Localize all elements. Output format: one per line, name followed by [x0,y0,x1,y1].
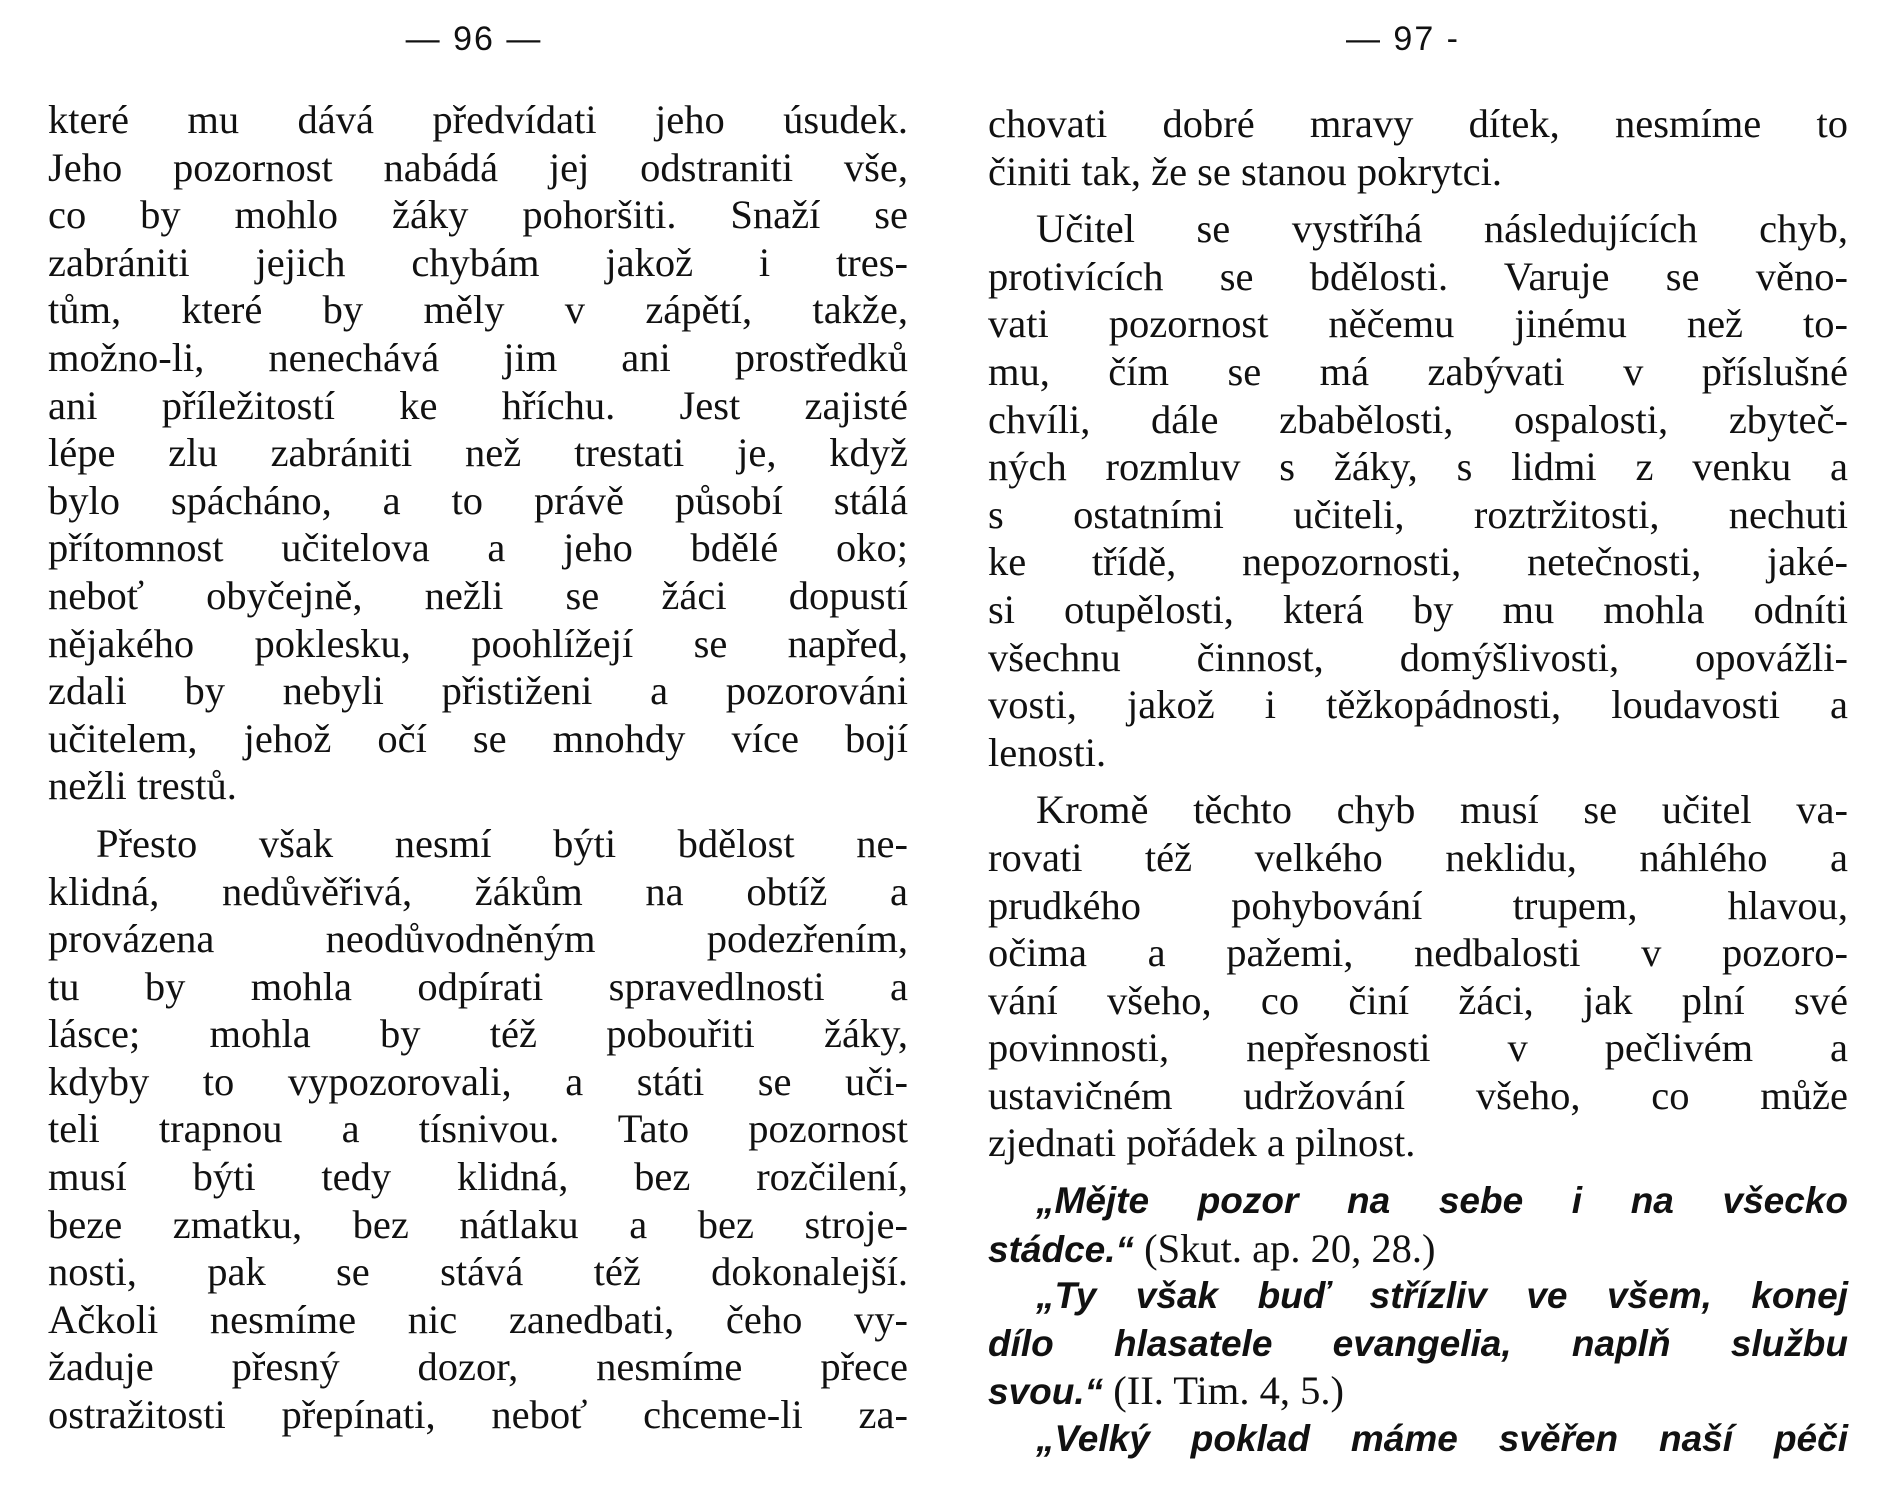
paragraph-gap [988,195,1848,205]
text-line: Jeho pozornost nabádá jej odstraniti vše, [48,144,908,190]
text-line: klidná, nedůvěřivá, žákům na obtíž a [48,868,908,914]
right-page-text [988,100,1848,1463]
text-line: prudkého pohybování trupem, hlavou, [988,882,1848,928]
text-line: tům, které by měly v zápětí, takže, [48,287,908,333]
text-line: ných rozmluv s žáky, s lidmi z venku a [988,444,1848,490]
text-line: vati pozornost něčemu jinému než to- [988,301,1848,347]
text-line: zjednati pořádek a pilnost. [988,1120,1416,1166]
text-line: zabrániti jejich chybám jakož i tres- [48,239,908,285]
text-line: kdyby to vypozorovali, a státi se uči- [48,1058,908,1104]
text-line: beze zmatku, bez nátlaku a bez stroje- [48,1201,908,1247]
right-page-number: — 97 - [1345,20,1461,58]
text-line: ani příležitostí ke hříchu. Jest zajisté [48,382,908,428]
text-line: nějakého poklesku, poohlížejí se napřed, [48,620,908,666]
text-line: Ačkoli nesmíme nic zanedbati, čeho vy- [48,1296,908,1342]
quote-ending-line [988,1367,1848,1415]
text-line: Učitel se vystříhá následujících chyb, [1036,206,1848,252]
text-line: přítomnost učitelova a jeho bdělé oko; [48,525,908,571]
right-page [988,0,1848,1500]
quote-line: „Ty však buď střízliv ve všem, konej [1036,1275,1848,1317]
text-line: lépe zlu zabrániti než trestati je, když [48,430,908,476]
text-line: ustavičném udržování všeho, co může [988,1072,1848,1118]
left-page [48,0,908,1500]
text-line: rovati též velkého neklidu, náhlého a [988,834,1848,880]
text-line: mu, čím se má zabývati v příslušné [988,348,1848,394]
text-line: všechnu činnost, domýšlivosti, opovážli- [988,634,1848,680]
text-line: zdali by nebyli přistiženi a pozorováni [48,668,908,714]
paragraph-gap [48,810,908,820]
quote-line: dílo hlasatele evangelia, naplň službu [988,1322,1848,1364]
text-line: tu by mohla odpírati spravedlnosti a [48,963,908,1009]
paragraph-gap [988,776,1848,786]
text-line: s ostatními učiteli, roztržitosti, nechuti [988,491,1848,537]
text-line: provázena neodůvodněným podezřením, [48,916,908,962]
text-line: vání všeho, co činí žáci, jak plní své [988,977,1848,1023]
quote-line: svou.“ [988,1371,1104,1413]
text-line: povinnosti, nepřesnosti v pečlivém a [988,1025,1848,1071]
text-line: lenosti. [988,729,1107,775]
text-line: protivících se bdělosti. Varuje se věno- [988,253,1848,299]
text-line: bylo spácháno, a to právě působí stálá [48,477,908,523]
text-line: ke třídě, nepozornosti, netečnosti, jaké- [988,539,1848,585]
text-line: musí býti tedy klidná, bez rozčilení, [48,1154,908,1200]
quote-line: „Mějte pozor na sebe i na všecko [1036,1180,1848,1222]
text-line: nosti, pak se stává též dokonalejší. [48,1249,908,1295]
left-page-text [48,96,908,1439]
text-line: které mu dává předvídati jeho úsudek. [48,97,908,142]
text-line: Kromě těchto chyb musí se učitel va- [1036,787,1848,833]
text-line: Přesto však nesmí býti bdělost ne- [96,820,908,866]
text-line: neboť obyčejně, nežli se žáci dopustí [48,572,908,618]
text-line: nežli trestů. [48,763,237,809]
text-line: chovati dobré mravy dítek, nesmíme to [988,101,1848,146]
text-line: žaduje přesný dozor, nesmíme přece [48,1344,908,1390]
text-line: co by mohlo žáky pohoršiti. Snaží se [48,192,908,238]
text-line: očima a pažemi, nedbalosti v pozoro- [988,930,1848,976]
quote-line: stádce.“ [988,1228,1135,1270]
text-line: učitelem, jehož očí se mnohdy více bojí [48,715,908,761]
text-line: lásce; mohla by též pobouřiti žáky, [48,1011,908,1057]
scripture-reference: (II. Tim. 4, 5.) [1113,1368,1344,1414]
text-line: možno-li, nenechává jim ani prostředků [48,334,908,380]
scripture-reference: (Skut. ap. 20, 28.) [1144,1225,1436,1271]
text-line: teli trapnou a tísnivou. Tato pozornost [48,1106,908,1152]
text-line: si otupělosti, která by mu mohla odníti [988,586,1848,632]
text-line: činiti tak, že se stanou pokrytci. [988,148,1502,194]
text-line: ostražitosti přepínati, neboť chceme-li za- [48,1392,908,1438]
text-line: vosti, jakož i těžkopádnosti, loudavosti a [988,682,1848,728]
paragraph-gap [988,1167,1848,1177]
quote-ending-line [988,1225,1848,1273]
quote-line: „Velký poklad máme svěřen naší péči [1036,1418,1848,1460]
left-page-number: — 96 — [405,20,543,58]
text-line: chvíli, dále zbabělosti, ospalosti, zbyteč- [988,396,1848,442]
